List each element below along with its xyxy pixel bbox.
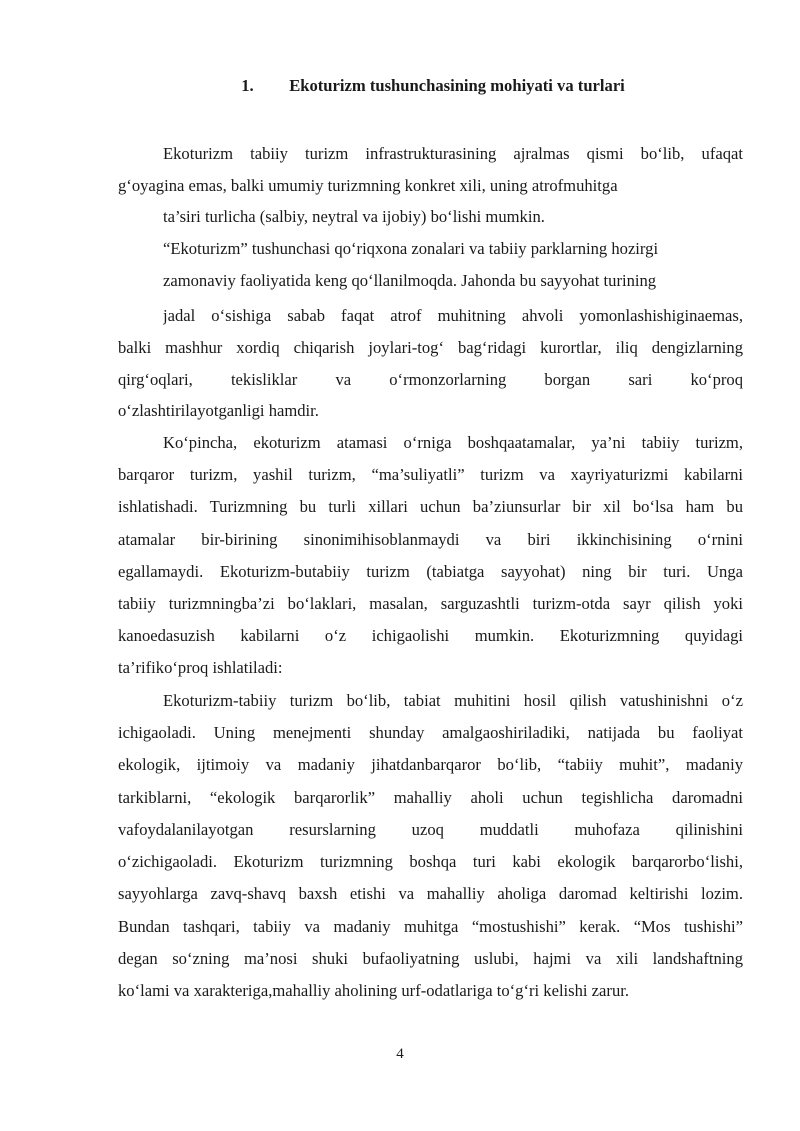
text-line: ta’siri turlicha (salbiy, neytral va ijobiy) bo‘lishi mumkin. bbox=[163, 207, 545, 226]
text-line: sayyohlarga zavq-shavq baxsh etishi va mahalliy aholiga daromad keltirishi lozim. bbox=[118, 884, 743, 903]
text-line: vafoydalanilayotgan resurslarning uzoq muddatli muhofaza qilinishini bbox=[118, 820, 743, 839]
text-line: Ekoturizm-tabiiy turizm bo‘lib, tabiat muhitini hosil qilish vatushinishni o‘z bbox=[163, 691, 743, 710]
text-line: Bundan tashqari, tabiiy va madaniy muhitga “mostushishi” kerak. “Mos tushishi” bbox=[118, 917, 743, 936]
section-heading bbox=[0, 76, 800, 96]
text-line: atamalar bir-birining sinonimihisoblanmaydi va biri ikkinchisining o‘rnini bbox=[118, 530, 743, 549]
section-title: Ekoturizm tushunchasining mohiyati va turlari bbox=[289, 76, 625, 95]
text-line: degan so‘zning ma’nosi shuki bufaoliyatning uslubi, hajmi va xili landshaftning bbox=[118, 949, 743, 968]
text-line: tarkiblarni, “ekologik barqarorlik” mahalliy aholi uchun tegishlicha daromadni bbox=[118, 788, 743, 807]
text-line: “Ekoturizm” tushunchasi qo‘riqxona zonalari va tabiiy parklarning hozirgi bbox=[163, 239, 659, 258]
text-line: ko‘lami va xarakteriga,mahalliy aholining urf-odatlariga to‘g‘ri kelishi zarur. bbox=[118, 981, 629, 1000]
text-line: egallamaydi. Ekoturizm-butabiiy turizm (tabiatga sayyohat) ning bir turi. Unga bbox=[118, 562, 743, 581]
text-line: barqaror turizm, yashil turizm, “ma’suliyatli” turizm va xayriyaturizmi kabilarni bbox=[118, 465, 743, 484]
text-line: zamonaviy faoliyatida keng qo‘llanilmoqda. Jahonda bu sayyohat turining bbox=[163, 271, 657, 290]
text-line: ichigaoladi. Uning menejmenti shunday amalgaoshiriladiki, natijada bu faoliyat bbox=[118, 723, 743, 742]
text-line: balki mashhur xordiq chiqarish joylari-tog‘ bag‘ridagi kurortlar, iliq dengizlarning bbox=[118, 338, 743, 357]
section-number: 1. bbox=[241, 76, 254, 95]
text-line: ekologik, ijtimoiy va madaniy jihatdanbarqaror bo‘lib, “tabiiy muhit”, madaniy bbox=[118, 755, 743, 774]
text-line: qirg‘oqlari, tekisliklar va o‘rmonzorlarning borgan sari ko‘proq bbox=[118, 370, 743, 389]
text-line: ta’rifiko‘proq ishlatiladi: bbox=[118, 658, 283, 677]
text-line: g‘oyagina emas, balki umumiy turizmning konkret xili, uning atrofmuhitga bbox=[118, 176, 618, 195]
page-number: 4 bbox=[396, 1046, 404, 1062]
text-line: kanoedasuzish kabilarni o‘z ichigaolishi mumkin. Ekoturizmning quyidagi bbox=[118, 626, 743, 645]
text-line: Ko‘pincha, ekoturizm atamasi o‘rniga boshqaatamalar, ya’ni tabiiy turizm, bbox=[163, 433, 743, 452]
text-line: tabiiy turizmningba’zi bo‘laklari, masalan, sarguzashtli turizm-otda sayr qilish yoki bbox=[118, 594, 743, 613]
text-line: Ekoturizm tabiiy turizm infrastrukturasining ajralmas qismi bo‘lib, ufaqat bbox=[163, 144, 743, 163]
text-line: ishlatishadi. Turizmning bu turli xillari uchun ba’ziunsurlar bir xil bo‘lsa ham bu bbox=[118, 497, 743, 516]
text-line: o‘zlashtirilayotganligi hamdir. bbox=[118, 401, 319, 420]
text-line: jadal o‘sishiga sabab faqat atrof muhitning ahvoli yomonlashishiginaemas, bbox=[163, 306, 743, 325]
text-line: o‘zichigaoladi. Ekoturizm turizmning boshqa turi kabi ekologik barqarorbo‘lishi, bbox=[118, 852, 743, 871]
